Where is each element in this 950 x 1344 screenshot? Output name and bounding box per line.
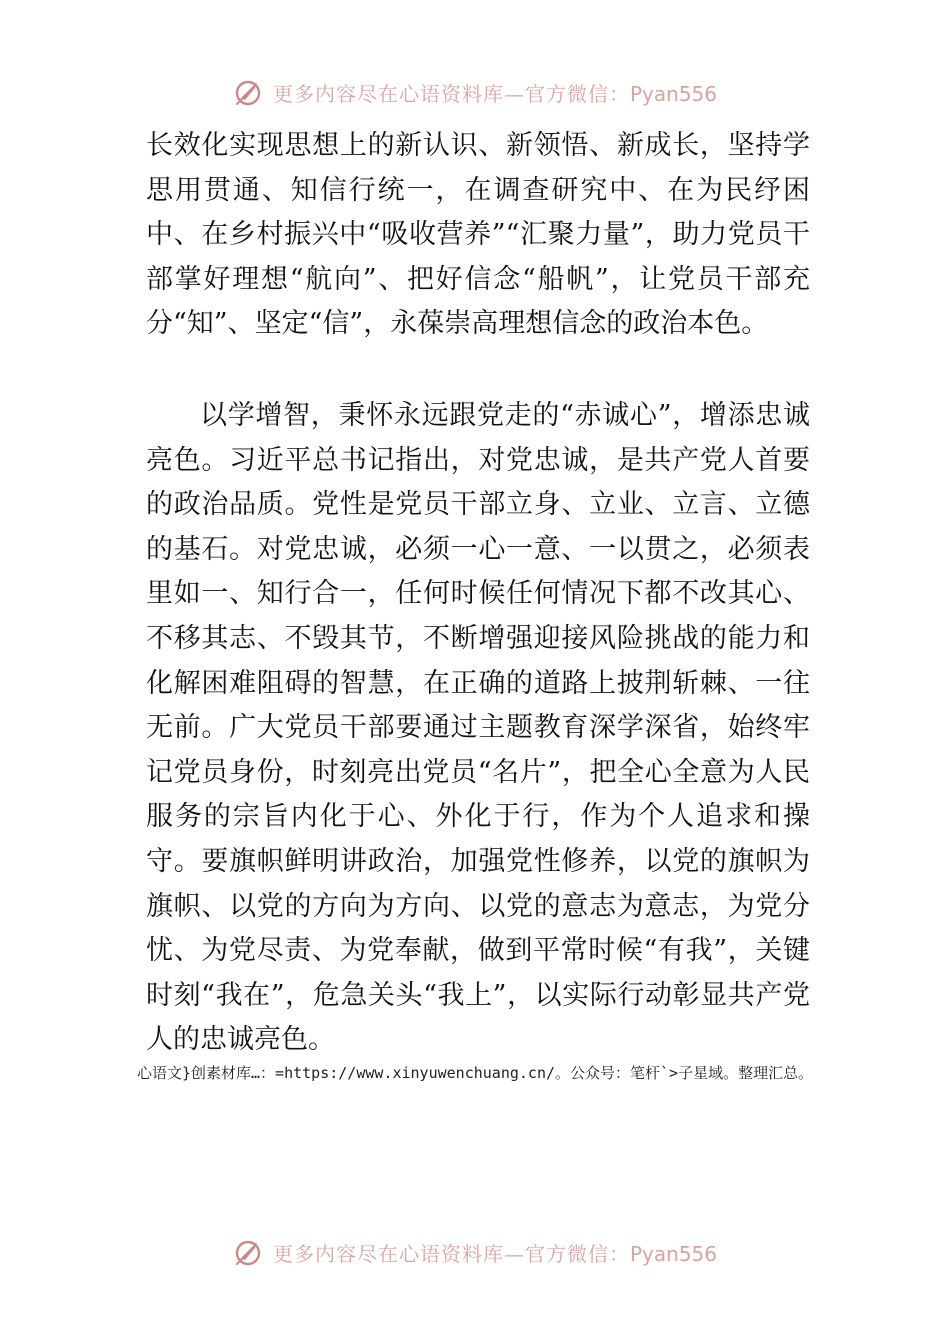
watermark-text: 更多内容尽在心语资料库—官方微信：Pyan556 [272, 1241, 717, 1266]
quill-seal-icon [233, 1236, 265, 1268]
quill-seal-icon [233, 76, 265, 108]
paragraph-1: 长效化实现思想上的新认识、新领悟、新成长，坚持学思用贯通、知信行统一，在调查研究中、在为民纾困中、在乡村振兴中“吸收营养”“汇聚力量”，助力党员干部掌好理想“航向”、把好信念“船帆”，让党员干部充分“知”、坚定“信”，永葆崇高理想信念的政治本色。 [146, 130, 810, 340]
footer-watermark [0, 1232, 950, 1272]
source-footnote: 心语文}创素材库…：=https://www.xinyuwenchuang.cn/。公众号：笔杆`>子星域。整理汇总。 [137, 1064, 814, 1082]
header-watermark [0, 72, 950, 112]
watermark-text: 更多内容尽在心语资料库—官方微信：Pyan556 [272, 81, 717, 106]
document-body [146, 124, 810, 1063]
paragraph-2: 以学增智，秉怀永远跟党走的“赤诚心”，增添忠诚亮色。习近平总书记指出，对党忠诚，是共产党人首要的政治品质。党性是党员干部立身、立业、立言、立德的基石。对党忠诚，必须一心一意、一以贯之，必须表里如一、知行合一，任何时候任何情况下都不改其心、不移其志、不毁其节，不断增强迎接风险挑战的能力和化解困难阻碍的智慧，在正确的道路上披荆斩棘、一往无前。广大党员干部要通过主题教育深学深省，始终牢记党员身份，时刻亮出党员“名片”，把全心全意为人民服务的宗旨内化于心、外化于行，作为个人追求和操守。要旗帜鲜明讲政治，加强党性修养，以党的旗帜为旗帜、以党的方向为方向、以党的意志为意志，为党分忧、为党尽责、为党奉献，做到平常时候“有我”，关键时刻“我在”，危急关头“我上”，以实际行动彰显共产党人的忠诚亮色。 [146, 399, 810, 1056]
